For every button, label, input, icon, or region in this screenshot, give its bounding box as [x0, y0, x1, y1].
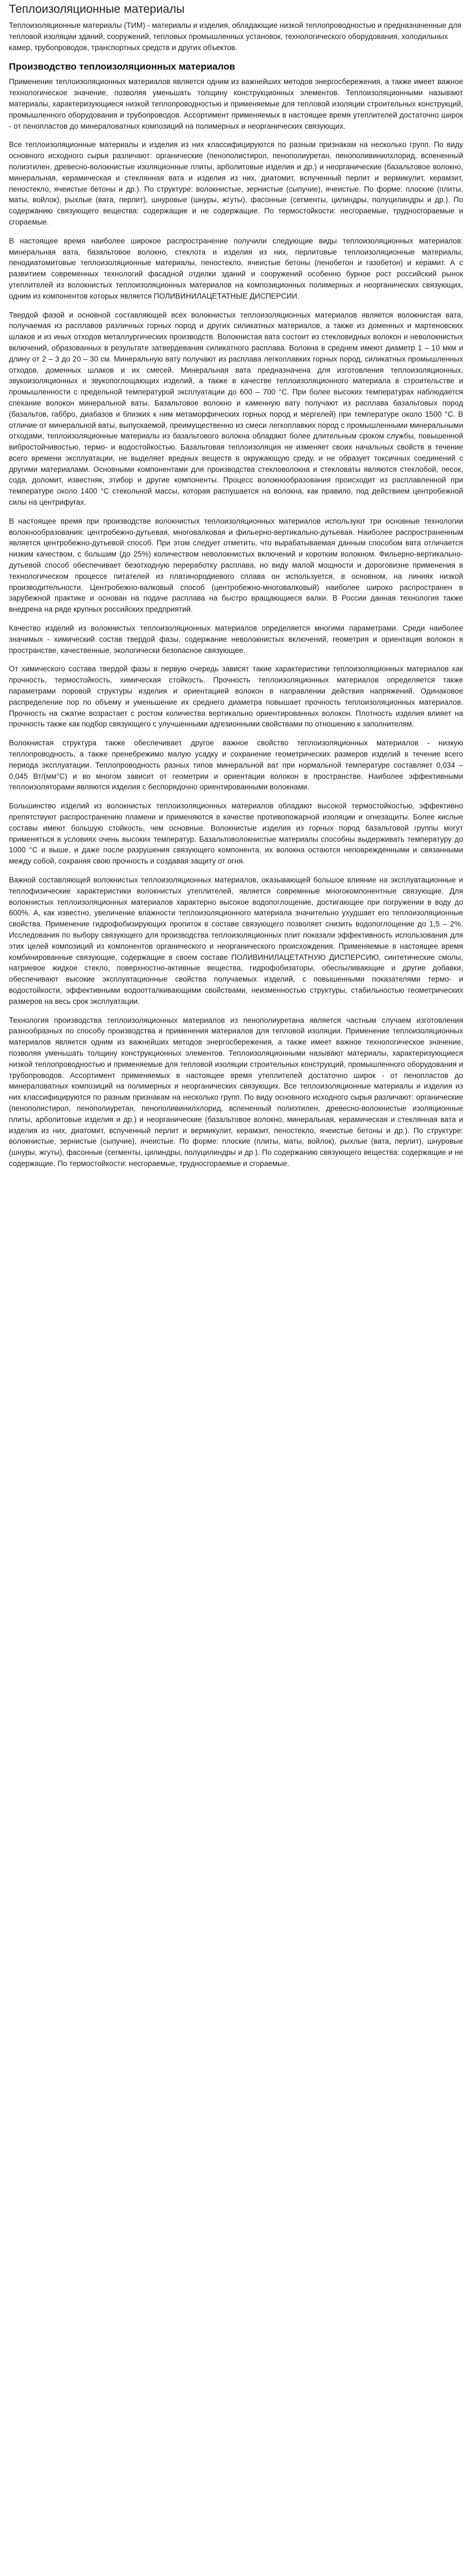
body-paragraph-8: Волокнистая структура также обеспечивает другое важное свойство теплоизоляционных материалов - низкую теплопроводность, а также пренебрежимо малую усадку и сохранение геометрических размеров изделий в течение всего периода эксплуатации. Теплопроводность разных типов минеральной ват при нормальной температуре составляет 0,034 – 0,045 Вт/(мм°С) и во многом зависит от геометрии и ориентации волокон в пространстве. Наиболее эффективными теплоизоляторами являются изделия с беспорядочно ориентированными волокнами.	[9, 739, 463, 792]
article-page	[0, 0, 472, 1183]
body-paragraph-10: Важной составляющей волокнистых теплоизоляционных материалов, оказывающей большое влияние на эксплуатационные и теплофизические характеристики волокнистых утеплителей, является совремнные многокомпонентные связующие. Для волокнистых теплоизоляционных материалов характерно высокое водопоглощение, достигающее при погружении в воду до 600%. А, как известно, увеличение влажности теплоизоляционного материала значительно ухудшает его теплоизоляционные свойства. Применение гидрофобизирующих пропиток в составе связующего позволяет снизить водопоглощение до 1,5 – 2%. Исследования по выбору связующего для производства теплоизоляционных плит показали эффективность использования для этих целей композиций из компонентов органического и неорганического происхождения. Применяемые в настоящее время комбинированные связующие, содержащие в своем составе ПОЛИВИНИЛАЦЕТАТНУЮ ДИСПЕРСИЮ, синтетические смолы, натриевое жидкое стекло, поверхностно-активные вещества, гидрофобизаторы, обеспыливающие и другие добавки, обеспечивают высокие эксплуатационные свойства получаемых изделий, с повышенными показателями термо- и водостойкости, эффективными водоотталкивающими свойствами, неизменностью структуры, стабильностью геометрических размеров на весь срок эксплуатации.	[9, 875, 463, 1006]
intro-paragraph: Теплоизоляционные материалы (ТИМ) - материалы и изделия, обладающие низкой теплопроводностью и предназначенные для тепловой изоляции зданий, сооружений, тепловых промышленных установок, технологического оборудования, холодильных камер, трубопроводов, транспортных средств и других объектов.	[9, 21, 461, 52]
page-title: Теплоизоляционные материалы	[9, 3, 185, 16]
body-paragraph-1: Применение теплоизоляционных материалов является одним из важнейших методов энергосбережения, а также имеет важное технологическое значение, позволяя уменьшать толщину конструкционных элементов. Теплоизоляционными называют материалы, характеризующиеся низкой теплопроводностью и применяемые для тепловой изоляции строительных конструкций, промышленного оборудования и трубопроводов. Ассортимент применяемых в настоящее время утеплителей достаточно широк - от пенопластов до минераловатных композиций на полимерных и неорганических связующих.	[9, 77, 463, 130]
body-paragraph-3: В настоящее время наиболее широкое распространение получили следующие виды теплоизоляционных материалов: минеральная вата, базальтовое волокно, стеклота и изделия из них, перлитовые теплоизоляционные материалы, пенодиатомитовые теплоизоляционные материалы, пеностекло, ячеистые бетоны (пенобетон и газобетон) и керамит. А с развитием современных технологий фасадной отделки зданий и сооружений особенно бурное рост российский рынок утеплителей из волокнистых теплоизоляционных материалов на композиционных полимерных и неорганических связующих, одним из компонентов которых является ПОЛИВИНИЛАЦЕТАТНЫЕ ДИСПЕРСИИ.	[9, 236, 463, 300]
body-paragraph-4: Твердой фазой и основной составляющей всех волокнистых теплоизоляционных материалов является волокнистая вата, получаемая из расплавов различных горных пород и других силикатных материалов, а также из доменных и мартеновских шлаков и из иных отходов металлургических производств. Волокнистая вата состоит из стекловидных волокон и неволокнистых включений, образованных в результате затвердевания силикатного расплава. Волокна в среднем имеют диаметр 1 – 10 мкм и длину от 2 – 3 до 20 – 30 см. Минеральную вату получают из расплава легкоплавких горных пород, силикатных промышленных отходов, доменных шлаков и их смесей. Минеральная вата предназначена для изготовления теплоизоляционных, звукоизоляционных и звукопоглощающих изделий, а также в качестве теплоизоляционного материала в строительстве и промышленности с предельной температурой эксплуатации до 600 – 700 °С. При более высоких температурах наблюдается спекание волокон минеральной ваты. Базальтовое волокно и каменную вату получают из расплава базальтовых пород (базальтов, габбро, диабазов и близких к ним метаморфических горных пород и мергелей) при температуре около 1500 °С. В отличие от минеральной ваты, выпускаемой, преимущественно из смеси легкоплавких пород с промышленными минеральными отходами, теплоизоляционные материалы из базальтового волокна обладают более длительным сроком службы, повышенной вибростойчивостью, термо- и водостойкостью. Базальтовая теплоизоляция не изменяет своих начальных свойств в течение всего времени эксплуатации, не выделяет вредных веществ в окружающую среду, и не образует токсичных соединений с другими материалами. Основными компонентами для производства стекловолокна и стекловаты являются стеклобой, песок, сода, доломит, известняк, этибор и другие компоненты. Процесс волокнообразования происходит из расплавленной при температуре около 1400 °С стекольной массы, которая распушается на волокна, как правило, под действием центробежной силы на центрифугах.	[9, 310, 463, 507]
section-title: Производство теплоизоляционных материалов	[9, 61, 235, 72]
body-paragraph-7: От химического состава твердой фазы в первую очередь зависят такие характеристики теплоизоляционных материалов как прочность, термостойкость, химическая стойкость. Прочность теплоизоляционных материалов определяется также параметрами поровой структуры изделия и ориентацией волокон в направлении действия напряжений. Одинаковое распределение пор по объему и уменьшение их среднего диаметра повышает прочность теплоизоляционных материалов. Прочность на сжатие возрастает с ростом количества вертикально ориентированных волокон. Плотность изделия влияет на прочность также как подбор связующего с улучшенными адгезионными свойствами по отношению к заполнителям.	[9, 665, 463, 729]
body-paragraph-5: В настоящее время при производстве волокнистых теплоизоляционных материалов используют три основные технологии волокнообразования: центробежно-дутьевая, многовалковая и фильерно-вертикально-дутьевая. Наиболее распространенным является центробежно-дутьевой способ. При этом следует отметить, что вырабатываемая данным способом вата отличается низким качеством, с большим (до 25%) количеством неволокнистых включений и коротким волокном. Фильерно-вертикально-дутьевой способ обеспечивает безотходную переработку расплава, но виду малой мощности и дороговизне применения в технологическом процессе питателей из платинородиевого сплава он используется, в основном, на линиях низкой производительности. Центробежно-валковый способ (центробежно-многовалковый) наиболее широко распространен в зарубежной практике и основан на подаче расплава на быстро вращающиеся валки. В России данная технология также внедрена на ряде крупных российских предприятий.	[9, 516, 463, 614]
body-paragraph-11: Технология производства теплоизоляционных материалов из пенополиуретана является частным случаем изготовления разнообразных по способу производства и применения материалов для тепловой изоляции. Применение теплоизоляционных материалов является одним из важнейших методов энергосбережения, а также имеет важное технологическое значение, позволяя уменьшать толщину конструкционных элементов. Теплоизоляционными называют материалы, характеризующиеся низкой теплопроводностью и применяемые для тепловой изоляции строительных конструкций, промышленного оборудования и трубопроводов. Ассортимент применяемых в настоящее время утеплителей достаточно широк - от пенопластов до минераловатных композиций на полимерных и неорганических связующих. Все теплоизоляционные материалы и изделия из них классифицируются по разным признакам на несколько групп. По виду основного исходного сырья различают: органические (пенополистирол, пенополиуретан, пенополивинилхлорид, вспененный полиэтилен, древесно-волокнистые изоляционные плиты, арболитовые изделия и др.) и неорганические (базальтовое волокно, минеральная, керамическая и стеклянная вата и изделия из них, диатомит, вспученный перлит и вермикулит, керамзит, пеностекло, ячеистые бетоны и др.). По структуре: волокнистые, зернистые (сыпучие), ячеистые. По форме: плоские (плиты, маты, войлок), рыхлые (вата, перлит), шнуровые (шнуры, жгуты), фасонные (сегменты, цилиндры, полуцилиндры и др.). По содержанию связующего вещества: содержащие и не содержащие. По термостойкости: несгораемые, трудносгораемые и сгораемые.	[9, 1016, 463, 1168]
body-paragraph-9: Большинство изделий из волокнистых теплоизоляционных материалов обладают высокой термостойкостью, эффективно препятствуют распространению пламени и применяются в качестве противопожарной изоляции и огнезащиты. Более кислые составы имеют большую стойкость, чем основные. Волокнистые изделия из горных пород базальтовой группы могут применяться в условиях очень высоких температур. Базальтоволокнистые материалы способны выдерживать температуру до 1000 °С и выше, и даже после разрушения связующего компонента, их волокна остаются неповрежденными и связанными между собой, сохраняя свою прочность и создавая защиту от огня.	[9, 802, 463, 866]
body-paragraph-2: Все теплоизоляционные материалы и изделия из них классифицируются по разным признакам на несколько групп. По виду основного исходного сырья различают: органические (пенополистирол, пенополиуретан, пенополивинилхлорид, вспененный полиэтилен, древесно-волокнистые изоляционные плиты, арболитовые изделия и др.) и неорганические (базальтовое волокно, минеральная, керамическая и стеклянная вата и изделия из них, диатомит, вспученный перлит и вермикулит, керамзит, пеностекло, ячеистые бетоны и др.). По структуре: волокнистые, зернистые (сыпучие), ячеистые. По форме: плоские (плиты, маты, войлок), рыхлые (вата, перлит), шнуровые (шнуры, жгуты), фасонные (сегменты, цилиндры, полуцилиндры и др.). По содержанию связующего вещества: содержащие и не содержащие. По термостойкости: несгораемые, трудносгораемые и сгораемые.	[9, 140, 463, 226]
body-paragraph-6: Качество изделий из волокнистых теплоизоляционных материалов определяется многими параметрами. Среди наиболее значимых - химический состав твердой фазы, содержание неволокнистых включений, геометрия и ориентация волокон в пространстве, качественные, экологически безопасное связующее.	[9, 624, 463, 655]
